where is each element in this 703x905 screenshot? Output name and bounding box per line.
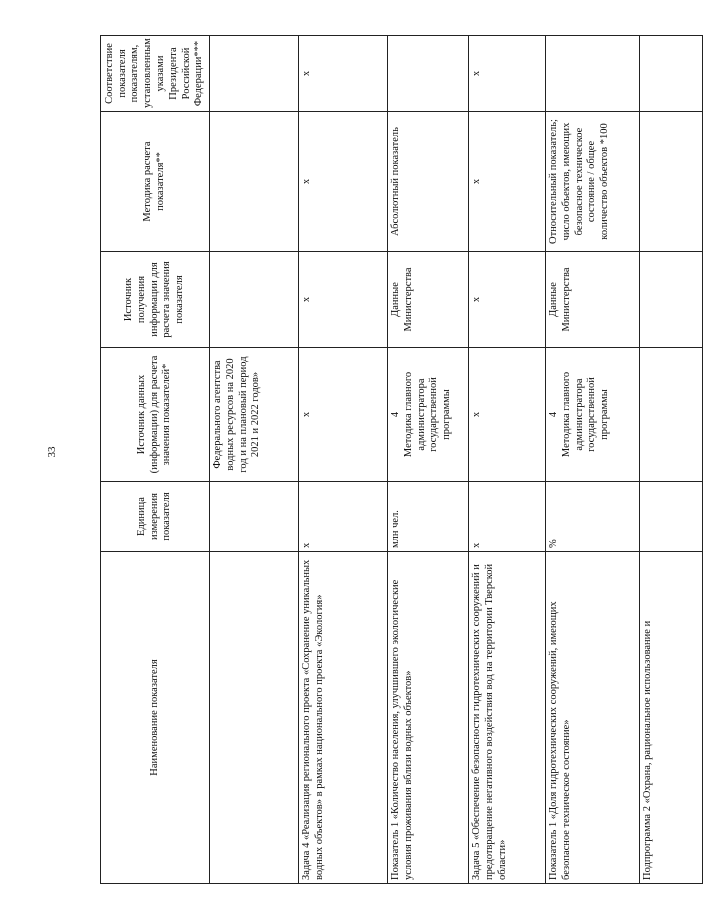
- indicator-table-rotated: [100, 36, 653, 884]
- page-number: 33: [46, 446, 58, 458]
- cell-method: [210, 112, 299, 252]
- cell-unit: млн чел.: [388, 482, 469, 552]
- table-row: [469, 36, 546, 884]
- table-row: [299, 36, 388, 884]
- cell-method: Относительный показатель; число объектов, имеющих безопасное техническое состояние / общее количество объектов *100: [546, 112, 640, 252]
- cell-name: Показатель 1 «Количество населения, улучшившего экологические условия проживания вблизи водных объектов»: [388, 552, 469, 884]
- cell-compliance: [210, 36, 299, 112]
- cell-name: Показатель 1 «Доля гидротехнических сооружений, имеющих безопасное техническое состояние»: [546, 552, 640, 884]
- cell-info-source: Данные Министерства: [546, 252, 640, 348]
- cell-info-source: [210, 252, 299, 348]
- cell-compliance: х: [469, 36, 546, 112]
- cell-info-source: х: [469, 252, 546, 348]
- cell-name: Задача 5 «Обеспечение безопасности гидротехнических сооружений и предотвращение негативного воздействия вод на территории Тверской области»: [469, 552, 546, 884]
- table-row: [640, 36, 703, 884]
- cell-info-source: х: [299, 252, 388, 348]
- cell-compliance: [546, 36, 640, 112]
- cell-name: Задача 4 «Реализация регионального проекта «Сохранение уникальных водных объектов» в рамках национального проекта «Экология»: [299, 552, 388, 884]
- cell-method: х: [469, 112, 546, 252]
- data-source-text: Методика главного администратора государственной программы: [560, 371, 611, 458]
- header-compliance: Соответствие показателя показателям, установленным указами Президента Российской Федерации***: [101, 36, 210, 112]
- cell-unit: [210, 482, 299, 552]
- cell-data-source: х: [469, 348, 546, 482]
- cell-unit: х: [469, 482, 546, 552]
- cell-unit: х: [299, 482, 388, 552]
- cell-data-source: Федерального агентства водных ресурсов на 2020 год и на плановый период 2021 и 2022 годов»: [210, 348, 299, 482]
- table-row: [210, 36, 299, 884]
- cell-compliance: [640, 36, 703, 112]
- cell-data-source: [640, 348, 703, 482]
- cell-name: Подпрограмма 2 «Охрана, рациональное использование и: [640, 552, 703, 884]
- indicator-table: [100, 35, 703, 884]
- header-row: [101, 36, 210, 884]
- header-unit: Единица измерения показателя: [101, 482, 210, 552]
- cell-method: х: [299, 112, 388, 252]
- cell-unit: [640, 482, 703, 552]
- cell-name: [210, 552, 299, 884]
- header-name: Наименование показателя: [101, 552, 210, 884]
- cell-info-source: [640, 252, 703, 348]
- cell-compliance: [388, 36, 469, 112]
- data-source-text: Методика главного администратора государственной программы: [402, 371, 453, 458]
- cell-data-source: х: [299, 348, 388, 482]
- header-info-source: Источник получения информации для расчета значения показателя: [101, 252, 210, 348]
- cell-unit: %: [546, 482, 640, 552]
- cell-data-source: [388, 348, 469, 482]
- table-row: [546, 36, 640, 884]
- header-data-source: Источник данных (информации) для расчета значения показателей*: [101, 348, 210, 482]
- table-row: [388, 36, 469, 884]
- cell-data-source: [546, 348, 640, 482]
- cell-method: Абсолютный показатель: [388, 112, 469, 252]
- cell-info-source: Данные Министерства: [388, 252, 469, 348]
- header-method: Методика расчета показателя**: [101, 112, 210, 252]
- cell-compliance: х: [299, 36, 388, 112]
- data-source-number: 4: [548, 411, 559, 418]
- cell-method: [640, 112, 703, 252]
- data-source-number: 4: [390, 411, 401, 418]
